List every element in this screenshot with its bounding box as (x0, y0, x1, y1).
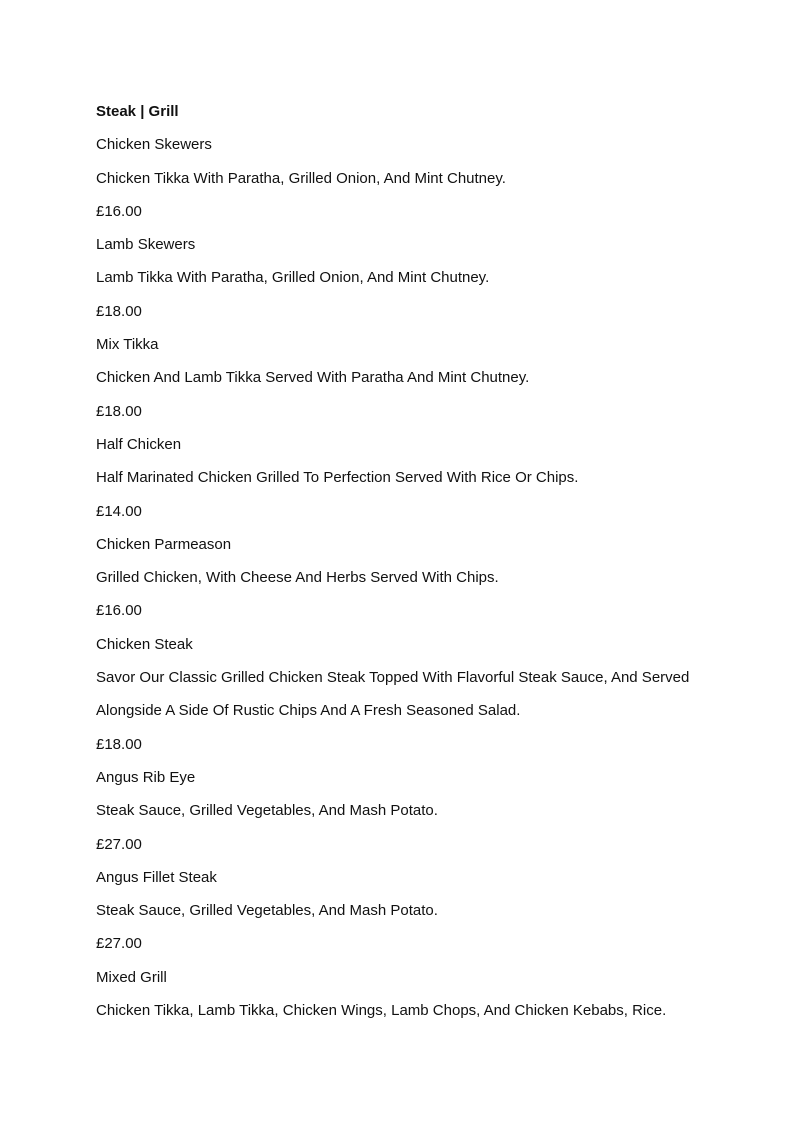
menu-item-name: Chicken Parmeason (96, 535, 232, 553)
menu-item-name: Mixed Grill (96, 968, 167, 986)
menu-item-price: £27.00 (96, 935, 142, 953)
menu-item-name: Mix Tikka (96, 336, 159, 354)
menu-item (96, 528, 736, 628)
menu-item (96, 428, 736, 528)
menu-item (96, 961, 736, 1028)
menu-item-description: Steak Sauce, Grilled Vegetables, And Mash Potato. (96, 902, 438, 920)
menu-item-price: £27.00 (96, 835, 142, 853)
menu-item-description: Half Marinated Chicken Grilled To Perfection Served With Rice Or Chips. (96, 469, 579, 487)
menu-item-name: Lamb Skewers (96, 236, 196, 254)
menu-item-description: Chicken Tikka With Paratha, Grilled Onion, And Mint Chutney. (96, 169, 506, 187)
menu-items (96, 128, 736, 1027)
menu-item (96, 128, 736, 228)
menu-item-name: Chicken Skewers (96, 136, 212, 154)
menu-item (96, 761, 736, 861)
menu-item-description: Steak Sauce, Grilled Vegetables, And Mash Potato. (96, 802, 438, 820)
menu-item (96, 328, 736, 428)
menu-item (96, 861, 736, 961)
menu-item-name: Half Chicken (96, 435, 182, 453)
menu-item-price: £18.00 (96, 735, 142, 753)
section-title: Steak | Grill (96, 103, 179, 120)
menu-item-name: Chicken Steak (96, 635, 193, 653)
menu-item-description: Lamb Tikka With Paratha, Grilled Onion, And Mint Chutney. (96, 269, 490, 287)
menu-item-price: £18.00 (96, 402, 142, 420)
menu-item-description: Chicken Tikka, Lamb Tikka, Chicken Wings, Lamb Chops, And Chicken Kebabs, Rice. (96, 1002, 667, 1020)
menu-item-name: Angus Fillet Steak (96, 868, 217, 886)
menu-item-name: Angus Rib Eye (96, 768, 196, 786)
menu-item (96, 228, 736, 328)
menu-item-price: £16.00 (96, 602, 142, 620)
menu-item-description: Grilled Chicken, With Cheese And Herbs Served With Chips. (96, 569, 499, 587)
menu-item-price: £18.00 (96, 302, 142, 320)
menu-item-price: £14.00 (96, 502, 142, 520)
menu-item-price: £16.00 (96, 202, 142, 220)
menu-item-description: Chicken And Lamb Tikka Served With Paratha And Mint Chutney. (96, 369, 530, 387)
menu-item-description: Alongside A Side Of Rustic Chips And A Fresh Seasoned Salad. (96, 702, 521, 720)
menu-document (96, 95, 736, 1027)
menu-item-description: Savor Our Classic Grilled Chicken Steak Topped With Flavorful Steak Sauce, And Served (96, 669, 690, 687)
menu-item (96, 628, 736, 761)
